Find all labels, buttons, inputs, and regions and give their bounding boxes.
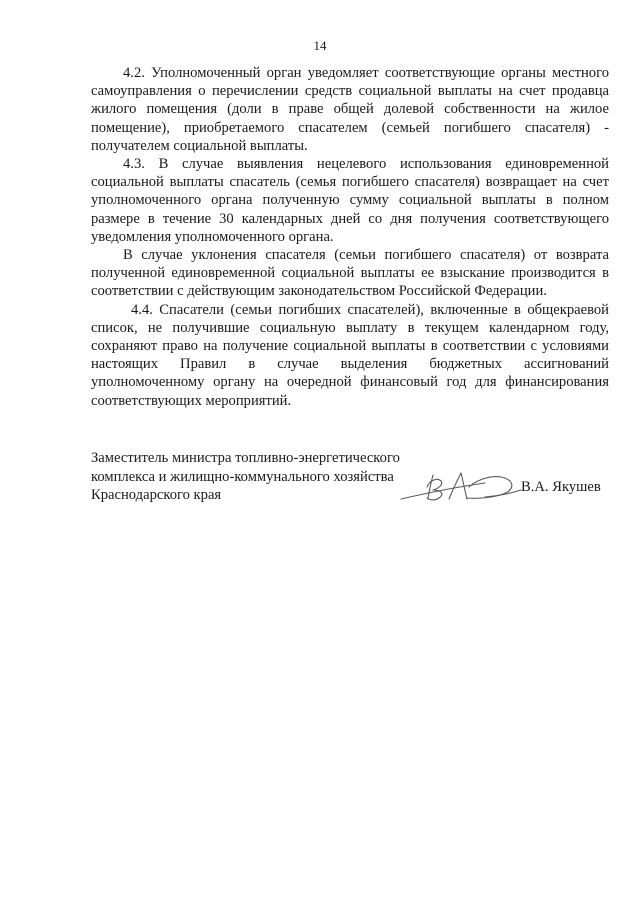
paragraph-4-4: 4.4. Спасатели (семьи погибших спасателей), включенные в общекраевой список, не получившие социальную выплату в текущем календарном году, сохраняют право на получение социальной выплаты в соответствии с условиями настоящих Правил в случае выделения бюджетных ассигнований уполномоченному органу на очередной финансовый год для финансирования соответствующих мероприятий. — [91, 301, 609, 409]
signatory-name: В.А. Якушев — [521, 479, 601, 495]
document-body — [91, 64, 609, 410]
signatory-position — [91, 449, 421, 505]
paragraph-4-3: 4.3. В случае выявления нецелевого использования единовременной социальной выплаты спасатель (семья погибшего спасателя) возвращает на счет уполномоченного органа полученную сумму социальной выплаты в полном размере в течение 30 календарных дней со дня получения соответствующего уведомления уполномоченного органа. — [91, 156, 609, 245]
paragraph-4-2: 4.2. Уполномоченный орган уведомляет соответствующие органы местного самоуправления о перечислении средств социальной выплаты на счет продавца жилого помещения (доли в праве общей долевой собственности на жилое помещение), приобретаемого спасателем (семьей погибшего спасателя) - получателем социальной выплаты. — [91, 65, 609, 154]
signatory-position-line: Краснодарского края — [91, 487, 222, 504]
signatory-position-line: Заместитель министра топливно-энергетического — [91, 450, 400, 466]
page-number: 14 — [313, 38, 327, 53]
signature-block — [91, 449, 631, 519]
signatory-position-line: комплекса и жилищно-коммунального хозяйства — [91, 468, 394, 485]
handwritten-signature — [397, 463, 527, 507]
paragraph-refund-evasion: В случае уклонения спасателя (семьи погибшего спасателя) от возврата полученной единовременной социальной выплаты ее взыскание производится в соответствии с действующим законодательством Российской Федерации. — [91, 247, 609, 300]
